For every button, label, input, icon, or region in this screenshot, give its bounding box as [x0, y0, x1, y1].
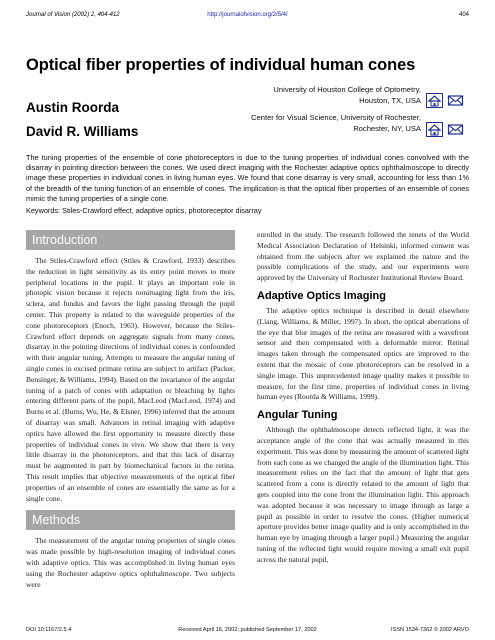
journal-citation: Journal of Vision (2002) 2, 404-412: [26, 12, 120, 18]
received-text: Received April 16, 2002; published September 17, 2002: [178, 627, 317, 633]
keywords: Keywords: Stiles-Crawford effect, adaptive optics, photoreceptor disarray: [26, 206, 262, 215]
affiliation-line: Center for Visual Science, University of Rochester,: [251, 113, 421, 122]
mail-icon[interactable]: [447, 122, 464, 137]
angular-tuning-paragraph: Although the ophthalmoscope detects reflected light, it was the acceptance angle of the cone that was actually measured in this experiment. This was done by measuring the amount of scattered light from each cone as we changed the angle of the illumination light. This measurement relies on the fact that the amount of light that gets scattered from a cone is directly related to the amount of light that gets coupled into the cone from the illumination light. This approach was adopted because it was necessary to image through as large a pupil as possible in order to resolve the cones. (Higher numerical aperture provides better image quality and is only accomplished in the human eye by imaging through a larger pupil.) Measuring the angular tuning of the reflected light would require moving a small exit pupil across the natural pupil,: [257, 425, 469, 564]
article-title: Optical fiber properties of individual human cones: [26, 56, 416, 74]
home-icon[interactable]: [426, 93, 443, 108]
abstract: The tuning properties of the ensemble of cone photoreceptors is due to the tuning properties of individual cones convolved with the disarray in pointing direction between the cones. We used direct imaging with the Rochester adaptive optics ophthalmoscope to directly image these properties in individual cones in living human eyes. We found that cone disarray is very small, accounting for less than 1% of the breadth of the tuning function of an ensemble of cones. The implication is that the optical fiber properties of an ensemble of cones mimic the tuning properties of a single cone.: [26, 153, 469, 203]
author-name-2: David R. Williams: [26, 124, 139, 139]
left-column: [26, 230, 235, 590]
mail-icon[interactable]: [447, 93, 464, 108]
right-column: [257, 230, 469, 566]
running-header: [26, 12, 469, 24]
introduction-paragraph: The Stiles-Crawford effect (Stiles & Crawford, 1933) describes the reduction in light sensitivity as its entry point moves to more peripheral locations in the pupil. It plays an important role in photopic vision because it rejects nonimaging light from the iris, sclera, and fundus and favors the light passing through the pupil center. This property is related to the waveguide properties of the cone photoreceptors (Enoch, 1963). However, because the Stiles-Crawford effect depends on aggregate signals from many cones, disarray in the pointing directions of individual cones is confounded with their angular tuning. Attempts to measure the angular tuning of single cones in excised primate retina are subject to artifact (Packer, Bensinger, & Williams, 1994). Based on the invariance of the angular tuning of a patch of cones with adaptation or bleaching by lights entering different parts of the pupil, MacLeod (MacLeod, 1974) and Burns et al. (Burns, Wu, He, & Elsner, 1996) inferred that the amount of disarray was small. Advances in retinal imaging with adaptive optics have allowed the first opportunity to measure directly these properties of individual cones in vivo. We show that there is very little disarray in the photoreceptors, and that this lack of disarray must be augmented in part by biomechanical factors in the retina. This result implies that objective measurements of the optical fiber properties of an ensemble of cones are essentially the same as for a single cone.: [26, 256, 236, 503]
doi-text: DOI 10:1167/2.5.4: [26, 627, 72, 633]
journal-url-link[interactable]: http://journalofvision.org/2/5/4/: [207, 12, 288, 18]
affiliation-line: University of Houston College of Optometry,: [273, 85, 421, 94]
methods-heading: Methods: [26, 510, 235, 530]
adaptive-optics-paragraph: The adaptive optics technique is described in detail elsewhere (Liang, Williams, & Miller, 1997). In short, the optical aberrations of the eye that blur images of the retina are measured with a wavefront sensor and then compensated with a deformable mirror. Retinal images taken through the compensated optics are improved to the extent that the mosaic of cone photoreceptors can be resolved in a single image. This unprecedented image quality makes it possible to measure, for the first time, properties of individual cones in living human eyes (Roorda & Williams, 1999).: [257, 305, 469, 402]
home-icon[interactable]: [426, 122, 443, 137]
issn-text: ISSN 1534-7362 © 2002 ARVO: [390, 627, 469, 633]
affiliation-line: Houston, TX, USA: [359, 96, 421, 105]
methods-continuation: enrolled in the study. The research followed the tenets of the World Medical Association Declaration of Helsinki, informed consent was obtained from the subjects after we explained the nature and the possible complications of the study, and our experiments were approved by the University of Rochester Institutional Review Board.: [257, 230, 469, 283]
author-name-1: Austin Roorda: [26, 100, 119, 115]
page-number: 404: [458, 12, 469, 18]
introduction-heading: Introduction: [26, 230, 235, 250]
methods-paragraph: The measurement of the angular tuning properties of single cones was made possible by high-resolution imaging of individual cones with adaptive optics. This was accomplished in living human eyes using the Rochester adaptive optics ophthalmoscope. Two subjects were: [26, 536, 235, 589]
author-affiliation-1: [273, 84, 421, 106]
adaptive-optics-heading: Adaptive Optics Imaging: [257, 289, 386, 302]
author-affiliation-2: [251, 112, 421, 134]
affiliation-line: Rochester, NY, USA: [353, 124, 421, 133]
angular-tuning-heading: Angular Tuning: [257, 409, 338, 422]
